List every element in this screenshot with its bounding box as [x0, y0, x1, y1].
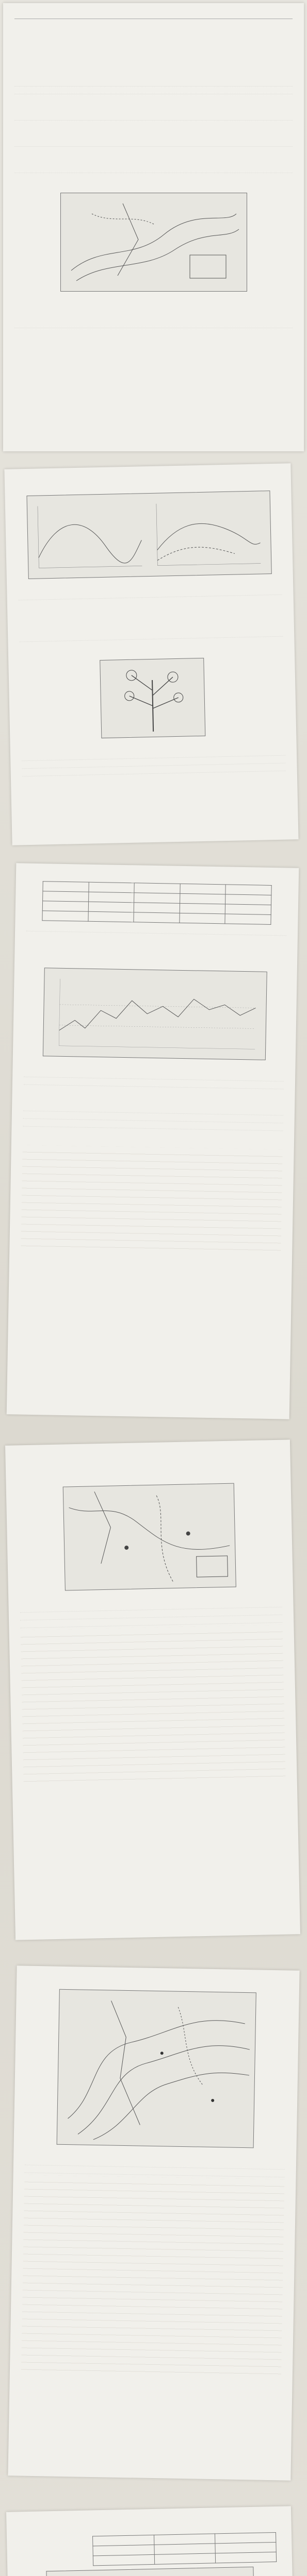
option-d — [163, 182, 293, 189]
line-graph-figure — [43, 968, 267, 1060]
answer-options — [27, 597, 282, 616]
table-cell — [154, 2553, 216, 2564]
option-c — [23, 130, 153, 136]
table-cell — [43, 891, 89, 902]
table-cell — [215, 2552, 277, 2563]
figure-caption — [14, 296, 293, 302]
option-c — [23, 182, 153, 189]
page-footer — [7, 1402, 289, 1413]
table-cell — [43, 882, 89, 892]
option-a — [23, 96, 153, 103]
question-list — [23, 1104, 283, 1131]
table-cell — [134, 883, 180, 894]
answer-options — [35, 934, 286, 952]
table-cell — [88, 911, 134, 922]
tree-drawing — [100, 658, 205, 738]
option-b — [163, 123, 293, 129]
option-c — [31, 1136, 152, 1144]
question-passage — [14, 305, 293, 318]
exam-page-2 — [4, 463, 298, 845]
answer-area — [21, 1625, 286, 1785]
answer-options — [23, 149, 293, 162]
answer-area — [21, 2175, 285, 2376]
option-c — [31, 1094, 152, 1103]
table-cell — [93, 2545, 154, 2555]
option-b — [163, 149, 293, 155]
table-cell — [134, 912, 180, 923]
table-cell — [225, 894, 271, 905]
question-list — [14, 320, 293, 328]
exam-page-3 — [7, 863, 299, 1419]
table-cell — [225, 904, 271, 915]
option-b — [163, 175, 293, 181]
table-cell — [43, 901, 89, 912]
option-c — [23, 104, 153, 110]
exam-title — [14, 22, 293, 30]
terrain-figure — [46, 2567, 255, 2576]
question-list — [14, 139, 293, 147]
question-list — [22, 748, 286, 777]
option-c — [30, 783, 153, 792]
page-footer — [3, 439, 304, 445]
option-a — [23, 123, 153, 129]
answer-options — [31, 1129, 283, 1147]
option-d — [163, 130, 293, 136]
data-table — [42, 881, 272, 925]
answer-options — [28, 639, 283, 657]
exam-page-5 — [8, 1965, 299, 2480]
option-d — [163, 156, 293, 162]
answer-options — [31, 1087, 283, 1105]
page-footer — [8, 2463, 291, 2475]
table-cell — [134, 903, 180, 913]
answer-options — [23, 175, 293, 189]
table-cell — [180, 913, 225, 924]
question-list — [14, 79, 293, 94]
chart-figure — [26, 490, 271, 579]
page-footer — [12, 827, 298, 839]
answer-options — [23, 123, 293, 136]
question-item — [14, 320, 293, 328]
table-caption — [27, 872, 287, 883]
question-list — [14, 165, 293, 173]
river-map-figure — [63, 1483, 236, 1591]
option-c — [35, 941, 155, 949]
answer-options — [30, 773, 286, 792]
data-table — [92, 2532, 277, 2566]
question-passage — [16, 473, 280, 492]
sub-question-list — [25, 2158, 285, 2178]
question-passage — [17, 1465, 279, 1484]
option-d — [163, 104, 293, 110]
sub-question-list — [20, 1600, 282, 1629]
exam-page-6 — [6, 2506, 301, 2576]
figure-caption — [25, 2148, 285, 2159]
table-cell — [93, 2554, 155, 2565]
option-d — [160, 604, 283, 613]
figure-caption — [24, 1060, 284, 1071]
question-item — [14, 87, 293, 94]
question-item — [14, 139, 293, 147]
table-cell — [154, 2544, 215, 2554]
table-cell — [154, 2534, 215, 2545]
exam-notice — [14, 46, 293, 60]
table-cell — [134, 893, 180, 904]
answer-area — [21, 1145, 282, 1253]
map-figure — [60, 193, 247, 292]
option-a — [23, 149, 153, 155]
table-cell — [215, 2542, 277, 2553]
option-c — [28, 649, 151, 657]
option-d — [166, 943, 286, 951]
question-passage — [14, 63, 293, 77]
table-cell — [180, 903, 225, 914]
option-c — [23, 156, 153, 162]
question-item — [14, 113, 293, 121]
question-list — [24, 1070, 284, 1090]
question-passage — [18, 2516, 280, 2535]
river-map-drawing — [63, 1484, 236, 1590]
topographic-map-drawing — [57, 1990, 256, 2148]
option-d — [163, 1096, 283, 1105]
table-cell — [93, 2535, 154, 2546]
map-drawing — [61, 193, 247, 291]
option-d — [164, 781, 286, 789]
exam-code-header — [14, 10, 293, 19]
option-d — [160, 646, 283, 655]
option-b — [163, 96, 293, 103]
table-cell — [42, 911, 88, 922]
question-passage — [26, 950, 286, 968]
table-cell — [225, 914, 271, 925]
question-list — [14, 113, 293, 121]
exam-page-4 — [5, 1439, 300, 1940]
table-cell — [88, 892, 134, 903]
question-item — [14, 165, 293, 173]
answer-options — [23, 96, 293, 110]
option-a — [23, 175, 153, 181]
topographic-map-figure — [57, 1989, 256, 2148]
page-footer — [15, 1922, 300, 1934]
table-cell — [215, 2532, 276, 2543]
exam-subject-heading — [14, 32, 293, 42]
option-c — [27, 607, 150, 616]
table-cell — [180, 884, 226, 894]
graph-drawing — [27, 491, 271, 579]
terrain-drawing — [46, 2567, 255, 2576]
exam-page-1 — [3, 3, 304, 451]
question-item — [14, 79, 293, 87]
table-cell — [180, 893, 225, 904]
option-d — [162, 1138, 283, 1146]
table-cell — [89, 882, 135, 893]
table-cell — [88, 902, 134, 912]
line-graph-drawing — [43, 968, 267, 1059]
table-cell — [225, 885, 271, 895]
tree-diagram-figure — [100, 658, 205, 738]
